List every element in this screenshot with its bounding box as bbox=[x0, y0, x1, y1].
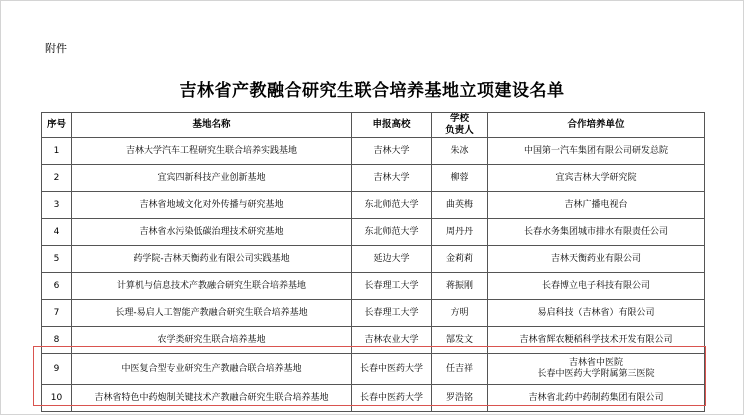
table-row bbox=[42, 192, 705, 219]
table-header-row bbox=[42, 113, 705, 138]
cell-university: 东北师范大学 bbox=[352, 192, 432, 219]
cell-index: 7 bbox=[42, 300, 72, 327]
cell-lead: 任吉祥 bbox=[432, 354, 488, 385]
cell-base-name: 长理-易启人工智能产教融合研究生联合培养基地 bbox=[72, 300, 352, 327]
header-base-name: 基地名称 bbox=[72, 113, 352, 138]
document-title: 吉林省产教融合研究生联合培养基地立项建设名单 bbox=[179, 81, 565, 101]
cell-index: 9 bbox=[42, 354, 72, 385]
table-row bbox=[42, 273, 705, 300]
cell-partner: 吉林省中医院 长春中医药大学附属第三医院 bbox=[488, 354, 705, 385]
cell-lead: 朱冰 bbox=[432, 138, 488, 165]
cell-index: 2 bbox=[42, 165, 72, 192]
cell-base-name: 计算机与信息技术产教融合研究生联合培养基地 bbox=[72, 273, 352, 300]
cell-partner: 吉林省北药中药制药集团有限公司 bbox=[488, 385, 705, 412]
cell-university: 延边大学 bbox=[352, 246, 432, 273]
table-row bbox=[42, 138, 705, 165]
cell-index: 1 bbox=[42, 138, 72, 165]
cell-university: 长春中医药大学 bbox=[352, 354, 432, 385]
cell-base-name: 药学院-吉林天衡药业有限公司实践基地 bbox=[72, 246, 352, 273]
cell-partner: 宜宾吉林大学研究院 bbox=[488, 165, 705, 192]
cell-lead: 蒋振刚 bbox=[432, 273, 488, 300]
attachment-label: 附件 bbox=[45, 42, 67, 55]
cell-base-name: 宜宾四新科技产业创新基地 bbox=[72, 165, 352, 192]
cell-index: 8 bbox=[42, 327, 72, 354]
cell-lead: 柳蓉 bbox=[432, 165, 488, 192]
cell-partner: 吉林省辉农粳稻科学技术开发有限公司 bbox=[488, 327, 705, 354]
cell-university: 长春中医药大学 bbox=[352, 385, 432, 412]
highlight-box bbox=[33, 346, 706, 406]
cell-partner: 长春水务集团城市排水有限责任公司 bbox=[488, 219, 705, 246]
cell-university: 长春理工大学 bbox=[352, 300, 432, 327]
header-lead: 学校 负责人 bbox=[432, 113, 488, 138]
header-university: 申报高校 bbox=[352, 113, 432, 138]
table-row bbox=[42, 219, 705, 246]
cell-lead: 曲英梅 bbox=[432, 192, 488, 219]
cell-base-name: 农学类研究生联合培养基地 bbox=[72, 327, 352, 354]
table-row bbox=[42, 165, 705, 192]
cell-partner: 中国第一汽车集团有限公司研发总院 bbox=[488, 138, 705, 165]
cell-university: 东北师范大学 bbox=[352, 219, 432, 246]
cell-partner: 易启科技（吉林省）有限公司 bbox=[488, 300, 705, 327]
cell-lead: 郜发文 bbox=[432, 327, 488, 354]
table-row bbox=[42, 246, 705, 273]
cell-base-name: 吉林省水污染低碳治理技术研究基地 bbox=[72, 219, 352, 246]
cell-partner: 长春博立电子科技有限公司 bbox=[488, 273, 705, 300]
cell-lead: 周丹丹 bbox=[432, 219, 488, 246]
header-partner: 合作培养单位 bbox=[488, 113, 705, 138]
cell-university: 吉林农业大学 bbox=[352, 327, 432, 354]
cell-lead: 罗浩铭 bbox=[432, 385, 488, 412]
cell-university: 吉林大学 bbox=[352, 138, 432, 165]
cell-university: 长春理工大学 bbox=[352, 273, 432, 300]
cell-base-name: 吉林省地域文化对外传播与研究基地 bbox=[72, 192, 352, 219]
cell-partner: 吉林广播电视台 bbox=[488, 192, 705, 219]
cell-partner: 吉林天衡药业有限公司 bbox=[488, 246, 705, 273]
cell-university: 吉林大学 bbox=[352, 165, 432, 192]
cell-index: 6 bbox=[42, 273, 72, 300]
header-index: 序号 bbox=[42, 113, 72, 138]
cell-index: 4 bbox=[42, 219, 72, 246]
cell-lead: 金莉莉 bbox=[432, 246, 488, 273]
cell-index: 10 bbox=[42, 385, 72, 412]
cell-base-name: 吉林大学汽车工程研究生联合培养实践基地 bbox=[72, 138, 352, 165]
cell-index: 3 bbox=[42, 192, 72, 219]
cell-base-name: 中医复合型专业研究生产教融合联合培养基地 bbox=[72, 354, 352, 385]
cell-index: 5 bbox=[42, 246, 72, 273]
table-row bbox=[42, 300, 705, 327]
cell-lead: 方明 bbox=[432, 300, 488, 327]
cell-base-name: 吉林省特色中药炮制关键技术产教融合研究生联合培养基地 bbox=[72, 385, 352, 412]
